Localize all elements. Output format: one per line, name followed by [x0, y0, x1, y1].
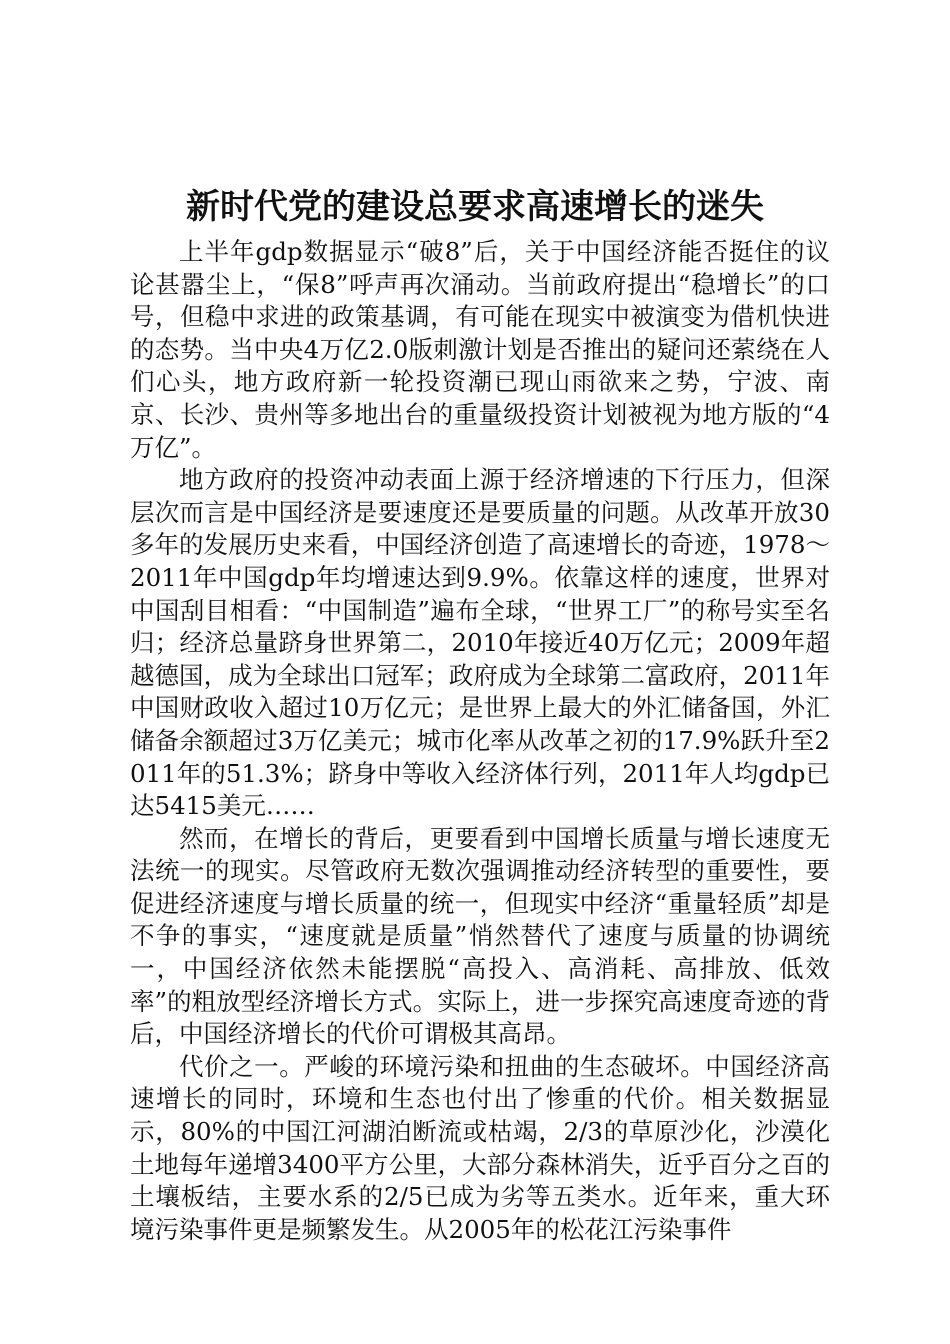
paragraph: 代价之一。严峻的环境污染和扭曲的生态破坏。中国经济高速增长的同时，环境和生态也付出了惨重的代价。相关数据显示，80%的中国江河湖泊断流或枯竭，2/3的草原沙化，沙漠化土地每年递增3400平方公里，大部分森林消失，近乎百分之百的土壤板结，主要水系的2/5已成为劣等五类水。近年来，重大环境污染事件更是频繁发生。从2005年的松花江污染事件 [130, 1051, 830, 1244]
paragraph: 上半年gdp数据显示“破8”后，关于中国经济能否挺住的议论甚嚣尘上，“保8”呼声再次涌动。当前政府提出“稳增长”的口号，但稳中求进的政策基调，有可能在现实中被演变为借机快进的态势。当中央4万亿2.0版刺激计划是否推出的疑问还萦绕在人们心头，地方政府新一轮投资潮已现山雨欲来之势，宁波、南京、长沙、贵州等多地出台的重量级投资计划被视为地方版的“4万亿”。 [130, 237, 830, 462]
paragraph: 然而，在增长的背后，更要看到中国增长质量与增长速度无法统一的现实。尽管政府无数次强调推动经济转型的重要性，要促进经济速度与增长质量的统一，但现实中经济“重量轻质”却是不争的事实，“速度就是质量”悄然替代了速度与质量的协调统一，中国经济依然未能摆脱“高投入、高消耗、高排放、低效率”的粗放型经济增长方式。实际上，进一步探究高速度奇迹的背后，中国经济增长的代价可谓极其高昂。 [130, 823, 830, 1049]
document-title: 新时代党的建设总要求高速增长的迷失 [186, 187, 764, 227]
paragraph: 地方政府的投资冲动表面上源于经济增速的下行压力，但深层次而言是中国经济是要速度还是要质量的问题。从改革开放30多年的发展历史来看，中国经济创造了高速增长的奇迹，1978～2011年中国gdp年均增速达到9.9%。依靠这样的速度，世界对中国刮目相看：“中国制造”遍布全球，“世界工厂”的称号实至名归；经济总量跻身世界第二，2010年接近40万亿元；2009年超越德国，成为全球出口冠军；政府成为全球第二富政府，2011年中国财政收入超过10万亿元；是世界上最大的外汇储备国，外汇储备余额超过3万亿美元；城市化率从改革之初的17.9%跃升至2011年的51.3%；跻身中等收入经济体行列，2011年人均gdp已达5415美元…… [130, 465, 830, 821]
document-body [130, 236, 830, 1246]
